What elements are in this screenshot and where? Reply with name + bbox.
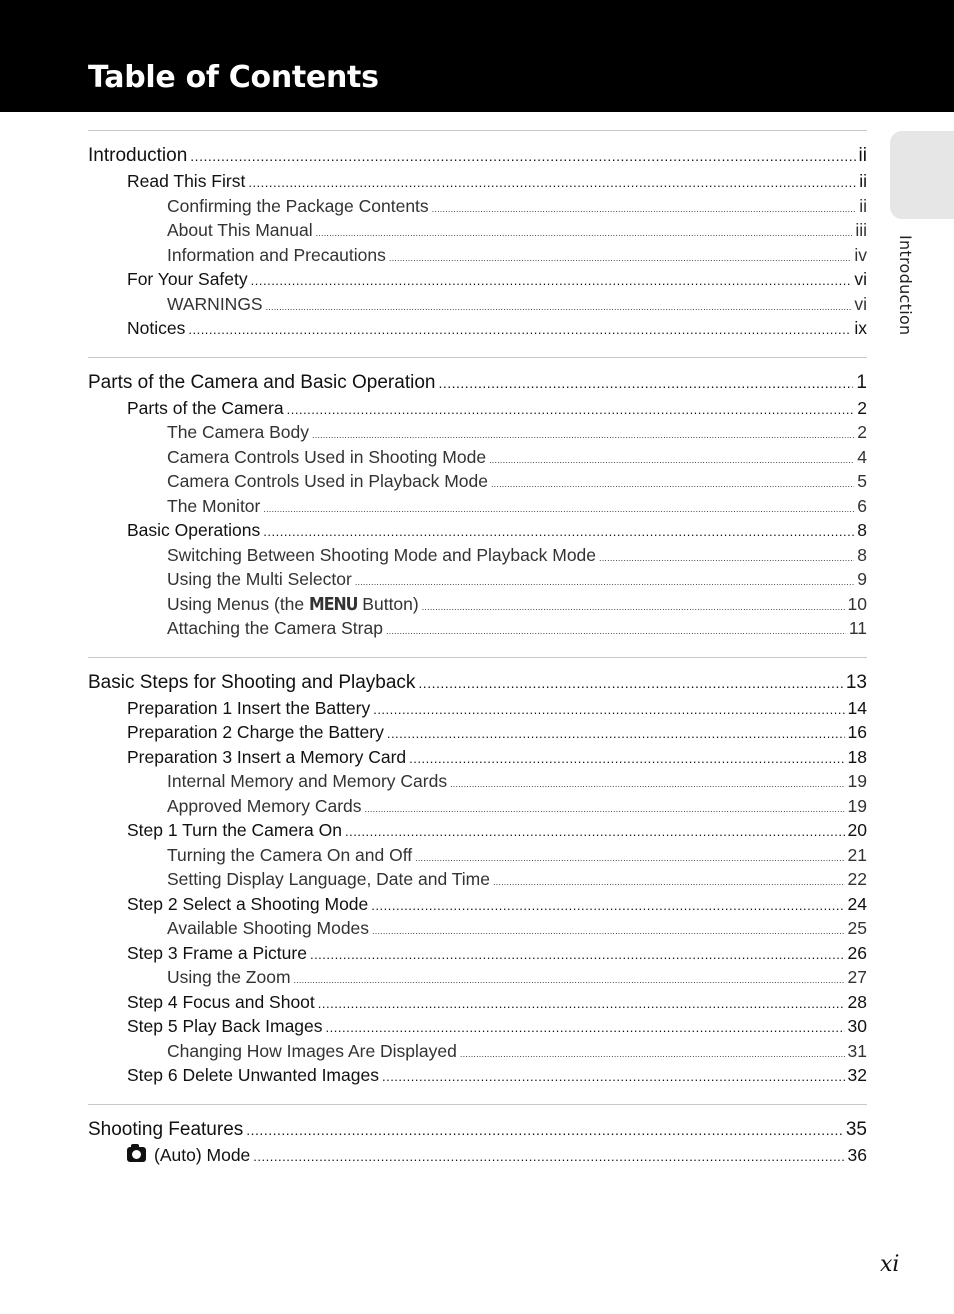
toc-entry-level-3[interactable] [88, 965, 867, 990]
toc-entry-level-2[interactable] [88, 892, 867, 917]
toc-entry-page: 8 [857, 520, 867, 540]
toc-entry-page: 9 [857, 569, 867, 589]
toc-entry-title [127, 316, 185, 341]
toc-entry-title-text: About This Manual [167, 220, 313, 240]
table-of-contents [88, 130, 867, 1183]
toc-entry-page: 21 [847, 844, 867, 865]
dot-leader [326, 1016, 845, 1039]
toc-entry-title [167, 194, 429, 219]
toc-entry-page: 32 [847, 1065, 867, 1085]
toc-entry-title [167, 420, 309, 445]
toc-entry-title-text: Preparation 3 Insert a Memory Card [127, 746, 407, 767]
toc-entry-title [167, 543, 596, 568]
dot-leader [460, 1042, 845, 1064]
toc-entry-level-3[interactable] [88, 494, 867, 519]
toc-entry-level-2[interactable] [88, 169, 867, 194]
toc-entry-page: 27 [847, 967, 867, 987]
dot-leader [415, 846, 844, 868]
page-number: xi [880, 1252, 900, 1277]
toc-entry-title-text-after: Button) [362, 593, 419, 614]
toc-entry-page: 36 [847, 1144, 867, 1165]
toc-entry-page: 26 [847, 942, 867, 963]
toc-entry-title-text: Preparation 2 Charge the Battery [127, 722, 384, 742]
toc-entry-title-text: Step 6 Delete Unwanted Images [127, 1065, 379, 1085]
dot-leader [312, 423, 854, 445]
toc-entry-level-3[interactable] [88, 1039, 867, 1064]
dot-leader [372, 919, 844, 941]
toc-entry-page: 22 [847, 869, 867, 889]
dot-leader [491, 472, 854, 494]
toc-entry-level-3[interactable] [88, 445, 867, 470]
toc-entry-title [127, 267, 248, 292]
toc-entry-title-text: Shooting Features [88, 1118, 244, 1140]
toc-entry-title [88, 1116, 243, 1143]
toc-entry-page: 11 [848, 618, 867, 638]
toc-entry-level-2[interactable] [88, 818, 867, 843]
toc-entry-page: 19 [847, 795, 867, 816]
toc-entry-title [167, 469, 488, 494]
toc-entry-title-text: Using the Zoom [167, 967, 291, 987]
toc-entry-title [127, 396, 284, 421]
toc-entry-page: 19 [847, 771, 867, 791]
toc-entry-level-2[interactable] [88, 396, 867, 421]
dot-leader [493, 870, 845, 892]
dot-leader [345, 820, 845, 843]
toc-entry-level-3[interactable] [88, 794, 867, 819]
toc-section [88, 130, 867, 357]
toc-entry-title [88, 669, 415, 696]
toc-entry-title-text: Introduction [88, 145, 188, 166]
toc-entry-level-1[interactable] [88, 669, 867, 696]
toc-entry-title [167, 494, 260, 519]
toc-entry-level-3[interactable] [88, 867, 867, 892]
dot-leader [253, 1145, 844, 1168]
toc-entry-level-2[interactable] [88, 745, 867, 770]
toc-entry-title-text: The Monitor [167, 495, 261, 516]
toc-entry-level-1[interactable] [88, 369, 867, 396]
toc-entry-page: vi [854, 293, 867, 314]
toc-entry-title-text: The Camera Body [167, 422, 310, 442]
toc-entry-title [167, 916, 369, 941]
toc-entry-title-text: Step 1 Turn the Camera On [127, 820, 342, 840]
camera-icon [127, 1147, 146, 1162]
dot-leader [188, 318, 851, 341]
toc-entry-level-3[interactable] [88, 420, 867, 445]
toc-entry-title-text: Parts of the Camera [127, 397, 284, 418]
toc-entry-level-2[interactable] [88, 1063, 867, 1088]
toc-entry-level-1[interactable] [88, 1116, 867, 1143]
chapter-tab[interactable] [890, 131, 954, 219]
dot-leader [365, 797, 845, 819]
dot-leader [248, 171, 856, 194]
toc-entry-title-text: Parts of the Camera and Basic Operation [88, 371, 436, 393]
toc-entry-page: 25 [847, 918, 867, 938]
toc-entry-title [167, 567, 352, 592]
dot-leader [599, 546, 854, 568]
dot-leader [190, 143, 855, 169]
toc-entry-title [167, 794, 362, 819]
toc-entry-page: 28 [847, 991, 867, 1012]
toc-entry-level-2[interactable] [88, 720, 867, 745]
dot-leader [251, 269, 852, 292]
dot-leader [310, 943, 845, 966]
toc-entry-title [167, 867, 490, 892]
dot-leader [409, 747, 844, 770]
dot-leader [450, 772, 844, 794]
dot-leader [489, 448, 854, 470]
toc-entry-title [167, 843, 412, 868]
dot-leader [246, 1117, 843, 1143]
toc-entry-page: 35 [845, 1118, 867, 1140]
toc-entry-title [88, 142, 187, 169]
dot-leader [382, 1065, 845, 1088]
toc-entry-level-2[interactable] [88, 267, 867, 292]
toc-entry-title-text: Using the Multi Selector [167, 569, 352, 589]
toc-entry-title-text: For Your Safety [127, 269, 248, 289]
toc-entry-title [88, 369, 435, 396]
toc-entry-title [167, 243, 386, 268]
toc-entry-title-text: Changing How Images Are Displayed [167, 1040, 457, 1061]
dot-leader [432, 197, 857, 219]
toc-entry-level-3[interactable] [88, 469, 867, 494]
toc-entry-level-3[interactable] [88, 218, 867, 243]
toc-entry-level-3[interactable] [88, 616, 867, 641]
toc-entry-title-text: Step 2 Select a Shooting Mode [127, 893, 369, 914]
toc-entry-title-text: (Auto) Mode [154, 1144, 251, 1165]
toc-section [88, 657, 867, 1104]
toc-entry-page: 5 [857, 471, 867, 491]
toc-entry-level-2[interactable] [88, 1143, 867, 1168]
toc-entry-title [127, 169, 245, 194]
toc-entry-page: ii [858, 145, 867, 166]
toc-entry-title-text: Internal Memory and Memory Cards [167, 771, 448, 791]
dot-leader [294, 968, 845, 990]
toc-entry-title [127, 990, 315, 1015]
toc-entry-level-3[interactable] [88, 592, 867, 617]
toc-entry-page: 24 [847, 893, 867, 914]
toc-entry-title [127, 818, 342, 843]
toc-entry-page: 16 [847, 722, 867, 742]
toc-entry-title-text: Camera Controls Used in Shooting Mode [167, 446, 487, 467]
toc-entry-level-2[interactable] [88, 316, 867, 341]
dot-leader [287, 398, 855, 421]
toc-entry-page: iii [855, 220, 867, 240]
toc-entry-title-text: Turning the Camera On and Off [167, 844, 413, 865]
toc-entry-level-2[interactable] [88, 696, 867, 721]
toc-entry-title [167, 292, 263, 317]
toc-entry-page: 13 [845, 671, 867, 693]
toc-entry-title-text: Approved Memory Cards [167, 795, 362, 816]
toc-entry-title-text: Step 5 Play Back Images [127, 1016, 323, 1036]
toc-entry-title-text: Confirming the Package Contents [167, 195, 429, 216]
toc-entry-level-3[interactable] [88, 292, 867, 317]
toc-entry-page: vi [854, 269, 867, 289]
toc-entry-page: ix [854, 318, 867, 338]
toc-entry-level-2[interactable] [88, 518, 867, 543]
toc-entry-title [127, 720, 384, 745]
toc-entry-page: 31 [847, 1040, 867, 1061]
dot-leader [371, 894, 844, 917]
dot-leader [422, 595, 845, 617]
toc-entry-title-text: Switching Between Shooting Mode and Playback Mode [167, 544, 597, 565]
dot-leader [373, 698, 844, 721]
dot-leader [389, 246, 851, 268]
dot-leader [438, 370, 853, 396]
toc-entry-level-3[interactable] [88, 243, 867, 268]
toc-entry-level-3[interactable] [88, 194, 867, 219]
dot-leader [355, 570, 854, 592]
toc-entry-title-text: Basic Operations [127, 520, 261, 540]
toc-entry-level-1[interactable] [88, 142, 867, 169]
toc-entry-page: 1 [856, 371, 867, 393]
toc-entry-title-text: Read This First [127, 171, 246, 191]
toc-entry-title-text: Notices [127, 318, 186, 338]
toc-entry-page: 30 [847, 1016, 867, 1036]
toc-entry-title [127, 518, 260, 543]
toc-entry-level-3[interactable] [88, 843, 867, 868]
toc-entry-title-text: Camera Controls Used in Playback Mode [167, 471, 488, 491]
toc-entry-title [127, 1014, 323, 1039]
toc-entry-level-2[interactable] [88, 941, 867, 966]
page-title: Table of Contents [88, 60, 379, 95]
toc-entry-title-text: Step 4 Focus and Shoot [127, 991, 315, 1012]
toc-entry-title [127, 696, 370, 721]
toc-entry-level-3[interactable] [88, 567, 867, 592]
toc-entry-title [167, 1039, 457, 1064]
toc-entry-page: 4 [857, 446, 867, 467]
toc-entry-level-3[interactable] [88, 769, 867, 794]
chapter-tab-label: Introduction [896, 235, 915, 336]
toc-entry-title-text: Using Menus (the [167, 593, 305, 614]
dot-leader [266, 295, 852, 317]
header-bar [0, 0, 954, 112]
dot-leader [263, 520, 854, 543]
toc-section [88, 357, 867, 657]
toc-entry-page: 10 [847, 593, 867, 614]
toc-entry-title-text: Basic Steps for Shooting and Playback [88, 671, 416, 693]
toc-entry-title [127, 941, 307, 966]
toc-entry-level-2[interactable] [88, 990, 867, 1015]
toc-entry-title-text: Setting Display Language, Date and Time [167, 869, 490, 889]
dot-leader [316, 221, 853, 243]
dot-leader [263, 497, 854, 519]
toc-entry-page: ii [859, 171, 867, 191]
dot-leader [386, 619, 846, 641]
toc-entry-page: 14 [847, 697, 867, 718]
toc-entry-page: 2 [857, 397, 867, 418]
toc-entry-page: 8 [857, 544, 867, 565]
toc-entry-title [127, 1143, 250, 1168]
toc-section [88, 1104, 867, 1184]
toc-entry-title [127, 745, 406, 770]
toc-entry-page: 20 [847, 820, 867, 840]
toc-entry-title [167, 616, 383, 641]
toc-entry-title-text: Preparation 1 Insert the Battery [127, 697, 371, 718]
toc-entry-title [127, 892, 368, 917]
toc-entry-page: 2 [857, 422, 867, 442]
toc-entry-page: iv [854, 244, 867, 265]
toc-entry-page: 6 [857, 495, 867, 516]
toc-entry-title-text: Attaching the Camera Strap [167, 618, 383, 638]
menu-button-icon: MENU [309, 594, 358, 615]
toc-entry-title [127, 1063, 379, 1088]
toc-entry-page: 18 [847, 746, 867, 767]
toc-entry-title-text: Step 3 Frame a Picture [127, 942, 307, 963]
toc-entry-title [167, 965, 291, 990]
dot-leader [387, 722, 845, 745]
toc-entry-title [167, 218, 313, 243]
toc-entry-level-2[interactable] [88, 1014, 867, 1039]
dot-leader [418, 670, 842, 696]
toc-entry-title-text: Available Shooting Modes [167, 918, 370, 938]
toc-entry-title [167, 769, 447, 794]
toc-entry-title-text: Information and Precautions [167, 244, 386, 265]
toc-entry-level-3[interactable] [88, 543, 867, 568]
dot-leader [318, 992, 845, 1015]
toc-entry-page: ii [859, 195, 867, 216]
toc-entry-level-3[interactable] [88, 916, 867, 941]
toc-entry-title [167, 592, 419, 617]
toc-entry-title [167, 445, 486, 470]
toc-entry-title-text: WARNINGS [167, 293, 263, 314]
